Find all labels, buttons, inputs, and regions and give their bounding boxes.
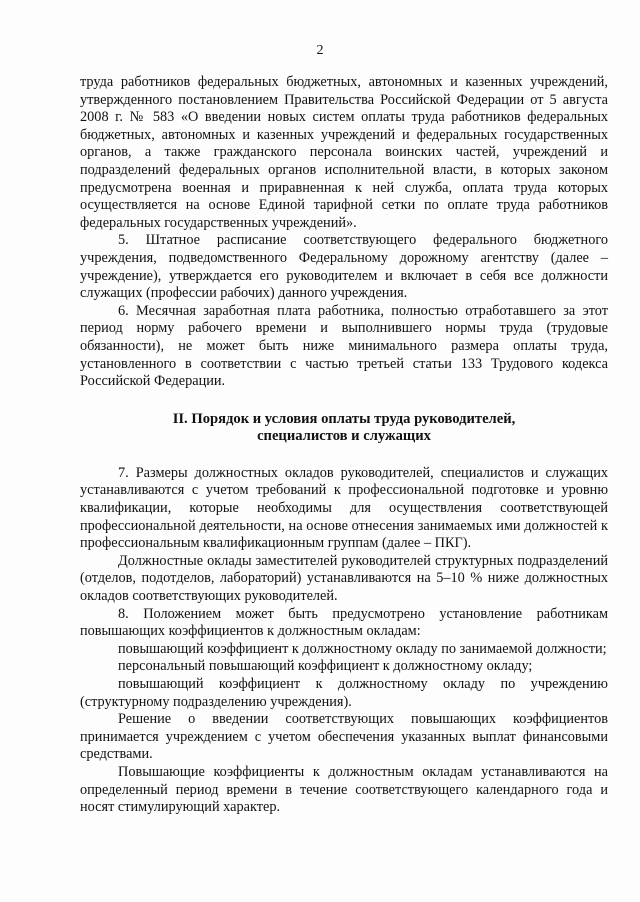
paragraph-continuation: труда работников федеральных бюджетных, автономных и казенных учреждений, утвержденного постановлением Правительства Российской Федерации от 5 августа 2008 г. № 583 «О введении новых систем оплаты труда работников федеральных бюджетных, автономных и казенных учреждений и федеральных государственных органов, а также гражданского персонала воинских частей, учреждений и подразделений федеральных органов исполнительной власти, в которых законом предусмотрена военная и приравненная к ней служба, оплата труда которых осуществляется на основе Единой тарифной сетки по оплате труда работников федеральных государственных учреждений». (80, 74, 608, 231)
paragraph-8-period: Повышающие коэффициенты к должностным окладам устанавливаются на определенный период времени в течение соответствующего календарного года и носят стимулирующий характер. (80, 763, 608, 816)
paragraph-5: 5. Штатное расписание соответствующего федерального бюджетного учреждения, подведомственного Федеральному дорожному агентству (далее – учреждение), утверждается его руководителем и включает в себя все должности служащих (профессии рабочих) данного учреждения. (80, 232, 608, 302)
section-heading-line-2: специалистов и служащих (257, 428, 431, 445)
paragraph-8: 8. Положением может быть предусмотрено установление работникам повышающих коэффициентов к должностным окладам: (80, 605, 608, 640)
paragraph-8-item-3: повышающий коэффициент к должностному окладу по учреждению (структурному подразделению учреждения). (80, 676, 608, 710)
paragraph-8-item-2: персональный повышающий коэффициент к должностному окладу; (118, 658, 533, 675)
section-heading-line-1: II. Порядок и условия оплаты труда руководителей, (172, 410, 516, 427)
paragraph-7-deputies: Должностные оклады заместителей руководителей структурных подразделений (отделов, подотделов, лабораторий) устанавливаются на 5–10 % ниже должностных окладов соответствующих руководителей. (80, 552, 608, 605)
document-body (80, 74, 608, 817)
paragraph-8-item-1: повышающий коэффициент к должностному окладу по занимаемой должности; (118, 640, 607, 657)
paragraph-7: 7. Размеры должностных окладов руководителей, специалистов и служащих устанавливаются с учетом требований к профессиональной подготовке и уровню квалификации, которые необходимы для осуществления соответствующей профессиональной деятельности, на основе отнесения занимаемых ими должностей к профессиональным квалификационным группам (далее – ПКГ). (80, 464, 608, 552)
paragraph-8-decision: Решение о введении соответствующих повышающих коэффициентов принимается учреждением с учетом обеспечения указанных выплат финансовыми средствами. (80, 711, 608, 763)
section-heading (80, 411, 608, 446)
paragraph-6: 6. Месячная заработная плата работника, полностью отработавшего за этот период норму рабочего времени и выполнившего нормы труда (трудовые обязанности), не может быть ниже минимального размера оплаты труда, установленного в соответствии с частью третьей статьи 133 Трудового кодекса Российской Федерации. (80, 302, 608, 390)
page-number: 2 (316, 43, 324, 58)
